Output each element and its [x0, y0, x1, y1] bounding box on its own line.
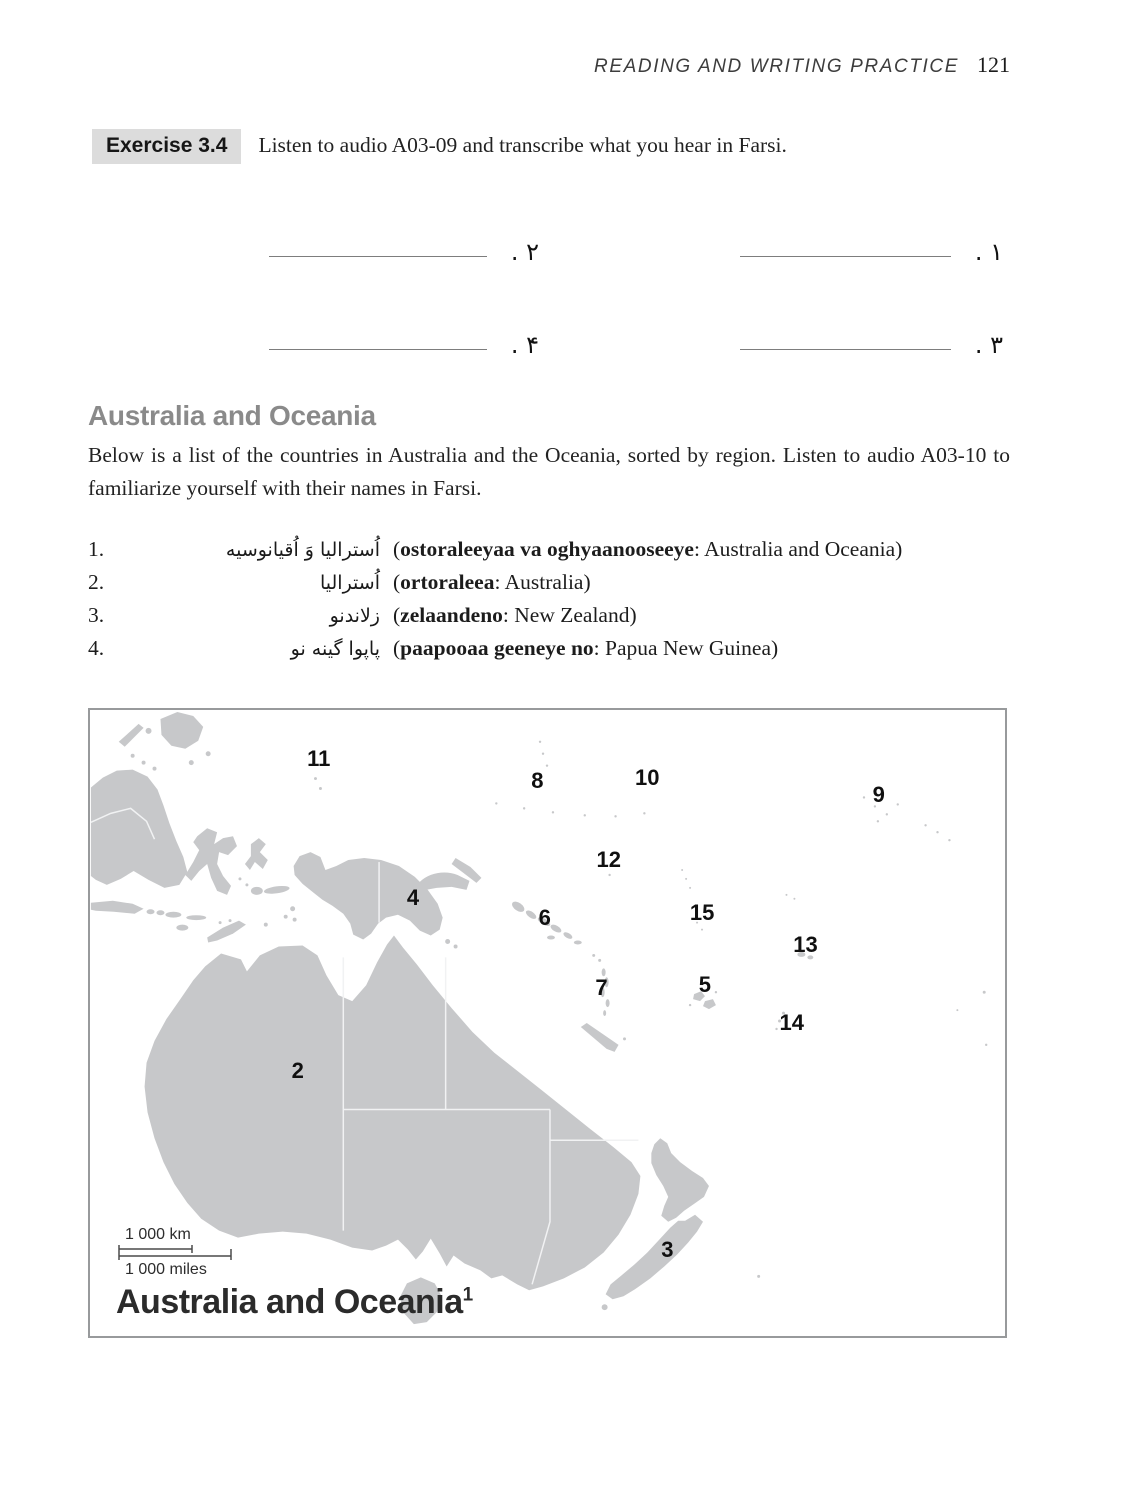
exercise-row — [92, 129, 787, 164]
english-name: : Australia) — [494, 570, 591, 594]
english-name: : Papua New Guinea) — [593, 636, 779, 660]
map-marker-2: 2 — [291, 1057, 304, 1083]
oceania-map — [88, 708, 1007, 1338]
transcription-blank-4[interactable] — [269, 321, 539, 357]
list-item — [88, 537, 1013, 570]
translit-bold: ostoraleeyaa va oghyaanooseeye — [400, 537, 694, 561]
transcription-blank-3[interactable] — [740, 321, 1003, 357]
blank-line[interactable] — [740, 256, 951, 257]
blank-line[interactable] — [269, 256, 487, 257]
english-name: : New Zealand) — [502, 603, 637, 627]
section-heading: Australia and Oceania — [88, 400, 376, 431]
blank-numeral: . ۱ — [974, 238, 1003, 266]
paren: ( — [393, 570, 401, 594]
map-marker-12: 12 — [596, 847, 622, 873]
transcription-blank-1[interactable] — [740, 228, 1003, 264]
map-marker-3: 3 — [661, 1237, 674, 1263]
blank-line[interactable] — [269, 349, 487, 350]
transcription-blank-2[interactable] — [269, 228, 539, 264]
list-number: 2. — [88, 570, 105, 594]
running-head-title: READING AND WRITING PRACTICE — [594, 56, 959, 77]
map-title-text: Australia and Oceania — [116, 1283, 463, 1321]
transliteration — [393, 570, 591, 595]
translit-bold: ortoraleea — [400, 570, 495, 594]
scale-ruler — [118, 1244, 248, 1261]
list-number: 3. — [88, 603, 105, 627]
map-marker-6: 6 — [538, 904, 551, 930]
country-list — [88, 537, 1013, 669]
blank-line[interactable] — [740, 349, 951, 350]
map-title — [116, 1283, 473, 1322]
translit-bold: paapooaa geeneye no — [400, 636, 594, 660]
list-item — [88, 636, 1013, 669]
farsi-term: پاپوا گینه نو — [290, 638, 380, 660]
map-marker-11: 11 — [307, 745, 331, 771]
farsi-term: اُسترالیا وَ اُقیانوسیه — [225, 539, 380, 561]
paren: ( — [393, 537, 401, 561]
landmass-borneo — [91, 770, 187, 888]
blank-numeral: . ۲ — [510, 238, 539, 266]
map-marker-5: 5 — [698, 972, 711, 998]
running-head — [594, 52, 1010, 78]
exercise-label: Exercise 3.4 — [92, 129, 241, 164]
landmass-new-guinea — [294, 852, 482, 948]
paren: ( — [393, 636, 401, 660]
map-marker-10: 10 — [634, 764, 660, 790]
blank-numeral: . ۳ — [974, 331, 1003, 359]
english-name: : Australia and Oceania) — [693, 537, 903, 561]
map-marker-15: 15 — [689, 899, 715, 925]
transliteration — [393, 537, 902, 562]
map-marker-9: 9 — [872, 781, 885, 807]
map-marker-14: 14 — [779, 1010, 805, 1035]
exercise-instruction: Listen to audio A03-09 and transcribe what you hear in Farsi. — [258, 133, 787, 157]
translit-bold: zelaandeno — [400, 603, 503, 627]
list-number: 4. — [88, 636, 105, 660]
landmass-maluku — [238, 838, 296, 926]
farsi-term: اُسترالیا — [319, 572, 380, 594]
list-number: 1. — [88, 537, 105, 561]
map-title-footnote: 1 — [462, 1284, 473, 1306]
map-marker-13: 13 — [793, 932, 818, 958]
map-marker-7: 7 — [595, 974, 608, 1000]
transliteration — [393, 603, 637, 628]
scale-miles-label: 1 000 miles — [125, 1261, 207, 1278]
section-intro: Below is a list of the countries in Australia and the Oceania, sorted by region. Listen to audio A03-10 to familiarize yourself with their names in Farsi. — [88, 443, 1010, 500]
blank-numeral: . ۴ — [510, 331, 539, 359]
list-item — [88, 603, 1013, 636]
landmass-sulawesi — [185, 828, 237, 895]
map-marker-8: 8 — [531, 767, 544, 793]
paren: ( — [393, 603, 401, 627]
farsi-term: زلاندنو — [329, 605, 380, 627]
list-item — [88, 570, 1013, 603]
map-scale — [118, 1226, 248, 1279]
landmass-java-lesser-sunda — [91, 901, 246, 943]
landmass-solomons — [510, 899, 601, 961]
map-marker-4: 4 — [406, 884, 420, 910]
page-number: 121 — [977, 52, 1010, 77]
landmass-micronesia — [314, 741, 899, 823]
transliteration — [393, 636, 778, 661]
landmass-philippines — [119, 712, 211, 771]
scale-km-label: 1 000 km — [125, 1226, 191, 1243]
